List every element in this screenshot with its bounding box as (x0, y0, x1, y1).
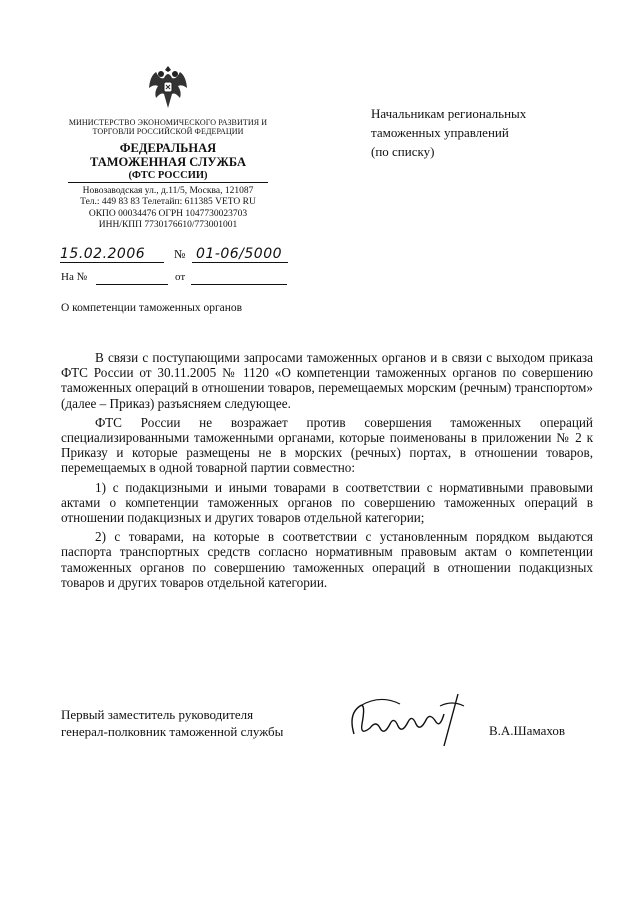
tax-codes: ИНН/КПП 7730176610/773001001 (98, 220, 238, 231)
letterhead-divider (68, 182, 268, 183)
date-underline (60, 262, 164, 263)
signatory-name: В.А.Шамахов (489, 723, 565, 738)
addressee-line-3: (по списку) (371, 144, 435, 159)
addressee-line-2: таможенных управлений (371, 125, 509, 140)
service-line-2: ТАМОЖЕННАЯ СЛУЖБА (90, 155, 246, 169)
body-paragraph-3: 1) с подакцизными и иными товарами в соответствии с нормативными правовыми актами о компетенции таможенных органов по совершению таможенных операций в отношении подакцизных и других товаров отдельной категории; (61, 479, 593, 526)
letter-subject: О компетенции таможенных органов (61, 302, 243, 314)
addressee-line-1: Начальникам региональных (371, 106, 527, 121)
body-paragraph-1: В связи с поступающими запросами таможенных органов и в связи с выходом приказа ФТС России от 30.11.2005 № 1120 «О компетенции таможенных органов по совершению таможенных операций в отношении товаров, перемещаемых морским (речным) транспортом» (далее – Приказ) разъясняем следующее. (61, 350, 593, 411)
letterhead-contacts (62, 186, 274, 232)
body-paragraph-4: 2) с товарами, на которые в соответствии с установленным порядком выдаются паспорта транспортных средств согласно нормативным правовым актам о компетенции таможенных органов по совершению таможенных операций в отношении подакцизных товаров и других товаров отдельной категории. (61, 529, 593, 590)
number-sign: № (174, 247, 186, 261)
service-name (62, 141, 274, 183)
service-abbreviation: (ФТС РОССИИ) (128, 170, 208, 181)
russian-coat-of-arms-icon (146, 62, 190, 112)
ministry-name: МИНИСТЕРСТВО ЭКОНОМИЧЕСКОГО РАЗВИТИЯ И ТОРГОВЛИ РОССИЙСКОЙ ФЕДЕРАЦИИ (68, 118, 268, 136)
handwritten-signature (340, 684, 480, 754)
letter-body (61, 350, 593, 594)
registry-codes: ОКПО 00034476 ОГРН 1047730023703 (88, 208, 248, 219)
body-paragraph-2: ФТС России не возражает против совершения таможенных операций специализированными таможенными органами, которые поименованы в приложении № 2 к Приказу и которые размещены не в морских (речных) портах, в отношении товаров, перемещаемых в одной товарной партии совместно: (61, 414, 593, 476)
signatory-title (61, 706, 341, 740)
letter-date: 15.02.2006 (60, 246, 146, 262)
reference-number-label: На № (61, 271, 88, 283)
reference-date-line (191, 284, 287, 285)
number-underline (192, 262, 288, 263)
service-line-1: ФЕДЕРАЛЬНАЯ (119, 141, 217, 155)
signatory-title-line-2: генерал-полковник таможенной службы (61, 724, 284, 739)
reference-number-line (96, 284, 168, 285)
postal-address: Новозаводская ул., д.11/5, Москва, 121087 (82, 186, 254, 196)
signatory-title-line-1: Первый заместитель руководителя (61, 707, 254, 722)
addressee-block (371, 104, 581, 161)
letter-number: 01-06/5000 (196, 246, 283, 262)
reference-date-label: от (175, 271, 186, 283)
phone-numbers: Тел.: 449 83 83 Телетайп: 611385 VETO RU (80, 197, 256, 208)
